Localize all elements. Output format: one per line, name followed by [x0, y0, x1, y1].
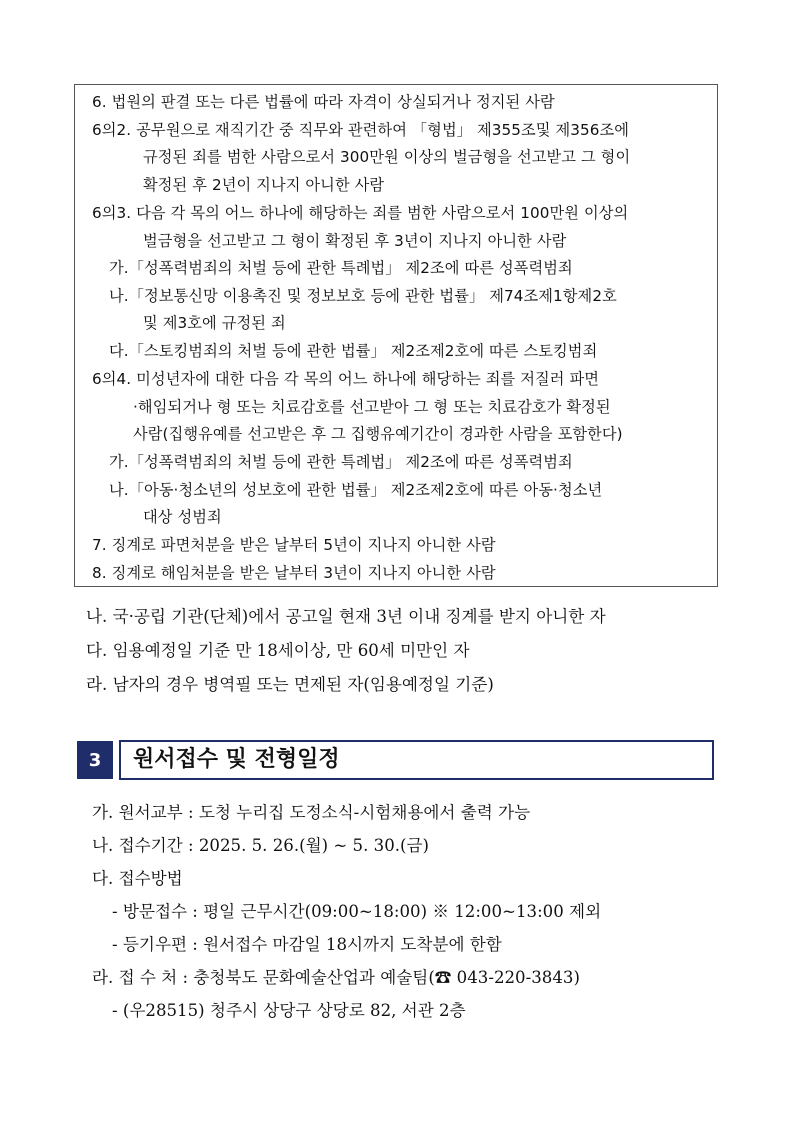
box-line: 확정된 후 2년이 지나지 아니한 사람: [143, 176, 385, 194]
box-line: 7. 징계로 파면처분을 받은 날부터 5년이 지나지 아니한 사람: [92, 536, 496, 554]
box-line: 벌금형을 선고받고 그 형이 확정된 후 3년이 지나지 아니한 사람: [143, 232, 567, 250]
requirement-line: 다. 임용예정일 기준 만 18세이상, 만 60세 미만인 자: [86, 641, 470, 660]
schedule-line: - (우28515) 청주시 상당구 상당로 82, 서관 2층: [112, 1001, 466, 1020]
box-line: 6의3. 다음 각 목의 어느 하나에 해당하는 죄를 범한 사람으로서 100만원 이상의: [92, 204, 629, 222]
box-line: 규정된 죄를 범한 사람으로서 300만원 이상의 벌금형을 선고받고 그 형이: [143, 148, 631, 166]
section-title: 원서접수 및 전형일정: [133, 747, 340, 772]
schedule-line: - 방문접수 : 평일 근무시간(09:00~18:00) ※ 12:00~13:00 제외: [112, 902, 602, 921]
box-line: 나.「아동·청소년의 성보호에 관한 법률」 제2조제2호에 따른 아동·청소년: [109, 481, 603, 499]
box-line: 6. 법원의 판결 또는 다른 법률에 따라 자격이 상실되거나 정지된 사람: [92, 93, 555, 111]
box-line: 가.「성폭력범죄의 처벌 등에 관한 특례법」 제2조에 따른 성폭력범죄: [109, 259, 573, 277]
box-line: ·해임되거나 형 또는 치료감호를 선고받아 그 형 또는 치료감호가 확정된: [133, 398, 611, 416]
schedule-line: 나. 접수기간 : 2025. 5. 26.(월) ~ 5. 30.(금): [92, 836, 430, 855]
schedule-line: 라. 접 수 처 : 충청북도 문화예술산업과 예술팀(☎ 043-220-3843): [92, 968, 580, 987]
box-line: 사람(집행유예를 선고받은 후 그 집행유예기간이 경과한 사람을 포함한다): [133, 425, 623, 443]
schedule-line: 다. 접수방법: [92, 869, 183, 888]
schedule-line: - 등기우편 : 원서접수 마감일 18시까지 도착분에 한함: [112, 935, 502, 954]
box-line: 및 제3호에 규정된 죄: [143, 314, 286, 332]
box-line: 8. 징계로 해임처분을 받은 날부터 3년이 지나지 아니한 사람: [92, 564, 496, 582]
section-number-badge: 3: [77, 741, 113, 779]
box-line: 가.「성폭력범죄의 처벌 등에 관한 특례법」 제2조에 따른 성폭력범죄: [109, 453, 573, 471]
schedule-line: 가. 원서교부 : 도청 누리집 도정소식-시험채용에서 출력 가능: [92, 803, 531, 822]
box-line: 6의4. 미성년자에 대한 다음 각 목의 어느 하나에 해당하는 죄를 저질러 파면: [92, 370, 600, 388]
requirement-line: 나. 국·공립 기관(단체)에서 공고일 현재 3년 이내 징계를 받지 아니한 자: [86, 607, 606, 626]
box-line: 다.「스토킹범죄의 처벌 등에 관한 법률」 제2조제2호에 따른 스토킹범죄: [109, 342, 598, 360]
box-line: 6의2. 공무원으로 재직기간 중 직무와 관련하여 「형법」 제355조및 제356조에: [92, 121, 630, 139]
box-line: 대상 성범죄: [143, 508, 222, 526]
box-line: 나.「정보통신망 이용촉진 및 정보보호 등에 관한 법률」 제74조제1항제2호: [109, 287, 617, 305]
requirement-line: 라. 남자의 경우 병역필 또는 면제된 자(임용예정일 기준): [86, 675, 494, 694]
